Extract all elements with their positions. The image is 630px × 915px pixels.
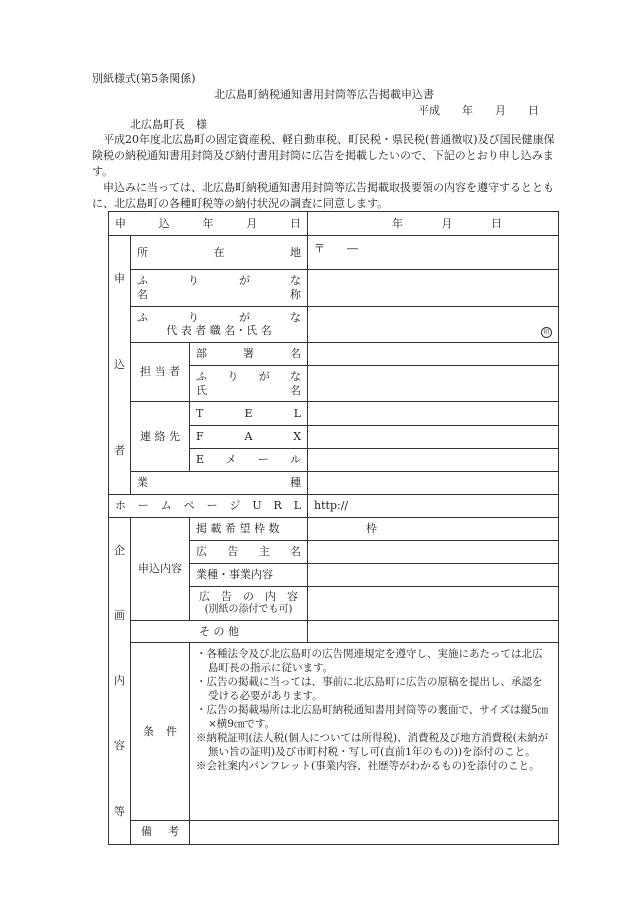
ad-content-label: 広 告 の 内 容 (別紙の添付でも可) xyxy=(190,586,308,620)
label-char: 内 xyxy=(114,674,125,688)
label-char: 月 xyxy=(441,216,453,230)
intro-paragraph-1: 平成20年度北広島町の固定資産税、軽自動車税、町民税・県民税(普通徴収)及び国民健康保険税の納税通知書用封筒及び納付書用封筒に広告を掲載したいので、下記のとおり申し込みます。 xyxy=(92,133,555,178)
addressee: 北広島町長 様 xyxy=(130,118,207,131)
label-char: 考 xyxy=(168,825,179,839)
apply-date-label xyxy=(109,212,308,236)
email-field[interactable] xyxy=(308,448,559,471)
condition-item: ・各種法令及び北広島町の広告関連規定を遵守し、実施にあたっては北広島町長の指示に従います。 xyxy=(196,648,543,675)
business-type-field[interactable] xyxy=(308,471,559,494)
tel-field[interactable] xyxy=(308,402,559,425)
person-in-charge-label: 担 当 者 xyxy=(131,343,190,402)
department-field[interactable] xyxy=(308,343,559,366)
industry-field[interactable] xyxy=(308,563,559,586)
label-char: メ xyxy=(225,453,237,467)
business-type-label xyxy=(131,471,308,494)
label-char: R xyxy=(273,499,282,513)
label-char: 業 xyxy=(137,476,148,490)
other-label: そ の 他 xyxy=(131,621,308,643)
slots-label: 掲 載 希 望 枠 数 xyxy=(190,518,308,540)
label-char: 申 xyxy=(114,272,125,286)
label-char: 日 xyxy=(491,216,503,230)
condition-item: ※会社案内パンフレット(事業内容、社歴等がわかるもの)を添付のこと。 xyxy=(196,760,540,773)
label-char: ふ xyxy=(137,310,148,324)
label-char: 込 xyxy=(158,216,170,230)
conditions-label xyxy=(131,643,190,820)
label-char: 主 xyxy=(258,544,270,558)
label-char: ル xyxy=(290,453,302,467)
label-char: T xyxy=(196,406,204,420)
label-char: 日 xyxy=(290,216,301,230)
form-title: 北広島町納税通知書用封筒等広告掲載申込書 xyxy=(214,88,434,101)
label-char: E xyxy=(244,406,253,420)
label-char: な xyxy=(290,370,302,384)
plan-group-label xyxy=(109,518,131,845)
address-label xyxy=(131,236,308,270)
label-char: X xyxy=(293,429,302,443)
label-char: ー xyxy=(137,499,149,513)
label-char: 容 xyxy=(114,739,125,753)
label-char: E xyxy=(196,453,205,467)
label-char: 氏 xyxy=(196,383,207,397)
advertiser-label xyxy=(190,540,308,563)
label-char: 種 xyxy=(290,476,302,490)
label-char: ペ xyxy=(183,499,195,513)
label-char: 広 xyxy=(196,544,207,558)
label-char: り xyxy=(227,370,239,384)
date-line: 平成 年 月 日 xyxy=(418,104,539,117)
slots-field[interactable] xyxy=(308,518,559,540)
industry-label: 業種・事業内容 xyxy=(190,563,308,586)
label-char: 署 xyxy=(243,347,255,361)
conditions-text xyxy=(190,643,559,820)
label-char: 月 xyxy=(246,216,258,230)
application-form-table xyxy=(108,211,559,845)
representative-field[interactable] xyxy=(308,306,559,342)
label-char: A xyxy=(244,429,253,443)
label-char: り xyxy=(188,310,199,324)
label-char: L xyxy=(293,406,302,420)
label-char: ー xyxy=(206,499,218,513)
label-char: 備 xyxy=(141,825,152,839)
label-char: 込 xyxy=(114,358,125,372)
address-field[interactable]: 〒 ― xyxy=(308,236,559,270)
condition-item: ※納税証明(法人税(個人については所得税)、消費税及び地方消費税(未納が無い旨の証明)及び市町村税・写し可(直前1年のもの))を添付のこと。 xyxy=(196,732,549,759)
label-char: が xyxy=(239,274,250,288)
label-char: 在 xyxy=(213,245,225,259)
remarks-field[interactable] xyxy=(190,820,559,844)
other-field[interactable] xyxy=(308,621,559,643)
label-char: が xyxy=(239,310,250,324)
tel-label xyxy=(190,402,308,425)
label-char: 申 xyxy=(115,216,126,230)
label-char: な xyxy=(290,274,301,288)
label-char: が xyxy=(258,370,270,384)
label-char: 画 xyxy=(114,609,125,623)
label-char: ジ xyxy=(229,499,241,513)
label-char: 地 xyxy=(290,245,302,259)
intro-paragraph-2: 申込みに当っては、北広島町納税通知書用封筒等広告掲載取扱要領の内容を遵守するとともに、北広島町の各種町税等の納付状況の調査に同意します。 xyxy=(92,181,554,210)
apply-date-field[interactable] xyxy=(308,212,559,236)
label-char: L xyxy=(293,499,302,513)
name-label xyxy=(131,270,308,306)
label-char: 者 xyxy=(114,444,125,458)
slots-unit: 枠 xyxy=(366,522,378,536)
label-char: 名 xyxy=(290,544,302,558)
label-char: U xyxy=(252,499,262,513)
ad-content-field[interactable] xyxy=(308,586,559,620)
fax-label xyxy=(190,425,308,448)
form-label: 別紙様式(第5条関係) xyxy=(92,72,196,85)
person-name-field[interactable] xyxy=(308,366,559,402)
remarks-label xyxy=(131,820,190,844)
label-char: 等 xyxy=(114,804,125,818)
seal-mark: 印 xyxy=(541,327,552,338)
homepage-url-label xyxy=(109,495,308,518)
label-char: 所 xyxy=(137,245,148,259)
condition-item: ・広告の掲載に当っては、事前に北広島町に広告の原稿を提出し、承認を受ける必要があります。 xyxy=(196,676,543,703)
label-char: 条 xyxy=(143,724,154,738)
label-char: 件 xyxy=(166,724,177,738)
email-label xyxy=(190,448,308,471)
label-char: 名 xyxy=(290,347,302,361)
label-char: 名 xyxy=(137,288,148,302)
representative-label: ふ り が な 代 表 者 職 名・氏 名 xyxy=(131,306,308,342)
contact-label: 連 絡 先 xyxy=(131,402,190,472)
label-char: ふ xyxy=(137,274,148,288)
person-name-label xyxy=(190,366,308,402)
application-content-label: 申込内容 xyxy=(131,518,190,621)
applicant-group-label xyxy=(109,236,131,495)
name-field[interactable] xyxy=(308,270,559,306)
label-char: 企 xyxy=(114,544,125,558)
homepage-url-field[interactable]: http:// xyxy=(308,495,559,518)
label-char: ふ xyxy=(196,370,207,384)
label-char: 年 xyxy=(392,216,404,230)
label-char: ホ xyxy=(115,499,126,513)
label-char: り xyxy=(188,274,199,288)
advertiser-field[interactable] xyxy=(308,540,559,563)
label-char: 名 xyxy=(290,383,302,397)
label-char: ム xyxy=(160,499,172,513)
label-char: F xyxy=(196,429,204,443)
condition-item: ・広告の掲載場所は北広島町納税通知書用封筒等の裏面で、サイズは縦5㎝×横9㎝です。 xyxy=(196,704,549,731)
label-char: 部 xyxy=(196,347,207,361)
label-char: 称 xyxy=(290,288,302,302)
label-char: ー xyxy=(257,453,269,467)
fax-field[interactable] xyxy=(308,425,559,448)
label-char: 年 xyxy=(202,216,214,230)
department-label xyxy=(190,343,308,366)
label-char: 告 xyxy=(227,544,239,558)
label-char: な xyxy=(290,310,301,324)
